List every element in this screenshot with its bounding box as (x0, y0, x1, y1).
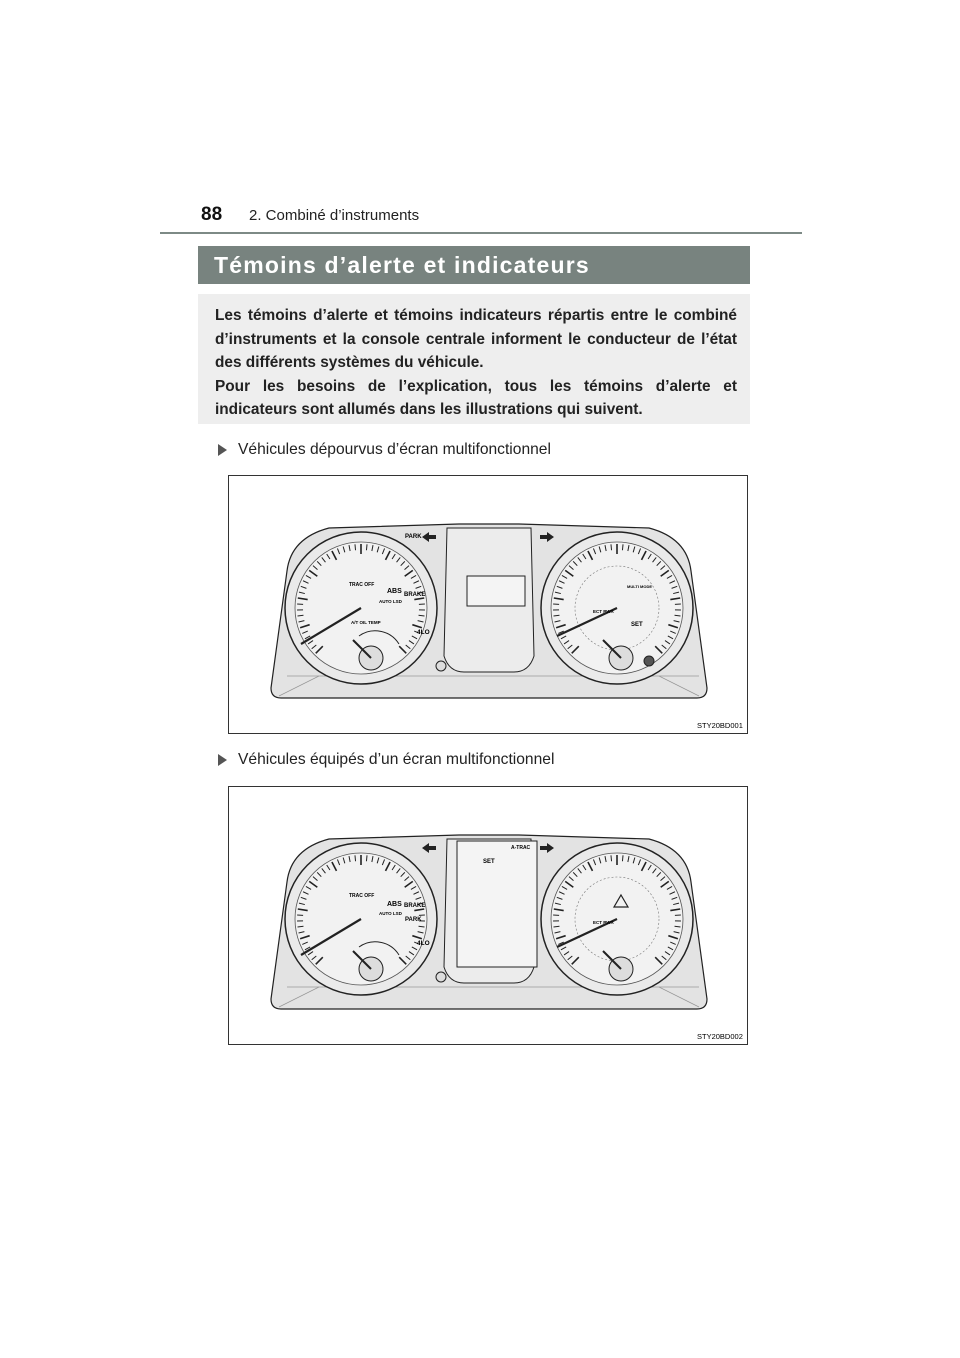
label-ect-pwr: ECT PWR (593, 920, 614, 925)
center-display (457, 841, 537, 967)
gauge-tick (355, 855, 356, 861)
page-number: 88 (201, 204, 223, 225)
header-rule (160, 232, 802, 234)
figure-caption-text-2: Véhicules équipés d’un écran multifonctionnel (238, 751, 555, 768)
figure-2 (228, 786, 748, 1045)
figure-caption-text-1: Véhicules dépourvus d’écran multifonctionnel (238, 441, 551, 458)
label-at-oil-temp: A/T OIL TEMP (351, 620, 381, 625)
intro-box (198, 294, 750, 424)
label-trac-off: TRAC OFF (349, 893, 375, 899)
triangle-bullet-icon (218, 754, 227, 766)
label-4lo: 4LO (417, 629, 430, 636)
intro-paragraph-1: Les témoins d’alerte et témoins indicateurs répartis entre le combiné d’instruments et la console centrale informent le conducteur de l’état des différents systèmes du véhicule. (215, 307, 737, 371)
instrument-cluster-illustration-1 (229, 476, 747, 733)
triangle-bullet-icon (218, 444, 227, 456)
gauge-tick (611, 544, 612, 550)
gauge-tick (611, 855, 612, 861)
figure-1 (228, 475, 748, 734)
left-gauge (285, 843, 437, 995)
label-abs: ABS (387, 901, 402, 908)
figure-code-2: STY20BD002 (697, 1032, 743, 1041)
gauge-tick (366, 544, 367, 550)
label-ect-pwr: ECT PWR (593, 609, 614, 614)
section-title: Témoins d’alerte et indicateurs (214, 252, 590, 278)
right-gauge (541, 532, 693, 684)
label-trac-off: TRAC OFF (349, 582, 375, 588)
left-gauge (285, 532, 437, 684)
label-auto-lsd: AUTO LSD (379, 599, 402, 604)
gauge-tick (366, 855, 367, 861)
label-park: PARK (405, 917, 422, 923)
gauge-tick (355, 544, 356, 550)
figure-caption-2 (218, 751, 554, 769)
section-title-bar (198, 246, 750, 284)
label-set: SET (483, 859, 495, 865)
gauge-tick (622, 855, 623, 861)
label-park: PARK (405, 534, 422, 540)
right-gauge (541, 843, 693, 995)
intro-paragraph-2: Pour les besoins de l’explication, tous les témoins d’alerte et indicateurs sont allumés dans les illustrations qui suivent. (215, 377, 737, 418)
intro-text (215, 304, 737, 422)
instrument-cluster-illustration-2 (229, 787, 747, 1044)
label-brake: BRAKE (404, 592, 426, 598)
label-multi-mode: MULTI MODE (627, 584, 653, 589)
label-set: SET (631, 622, 643, 628)
label-brake: BRAKE (404, 903, 426, 909)
label-abs: ABS (387, 588, 402, 595)
label-auto-lsd: AUTO LSD (379, 911, 402, 916)
figure-caption-1 (218, 441, 551, 459)
label-4lo: 4LO (417, 940, 430, 947)
gauge-tick (622, 544, 623, 550)
figure-code-1: STY20BD001 (697, 721, 743, 730)
center-display (467, 576, 525, 606)
label-a-trac: A-TRAC (511, 845, 531, 851)
breadcrumb: 2. Combiné d’instruments (249, 207, 420, 224)
